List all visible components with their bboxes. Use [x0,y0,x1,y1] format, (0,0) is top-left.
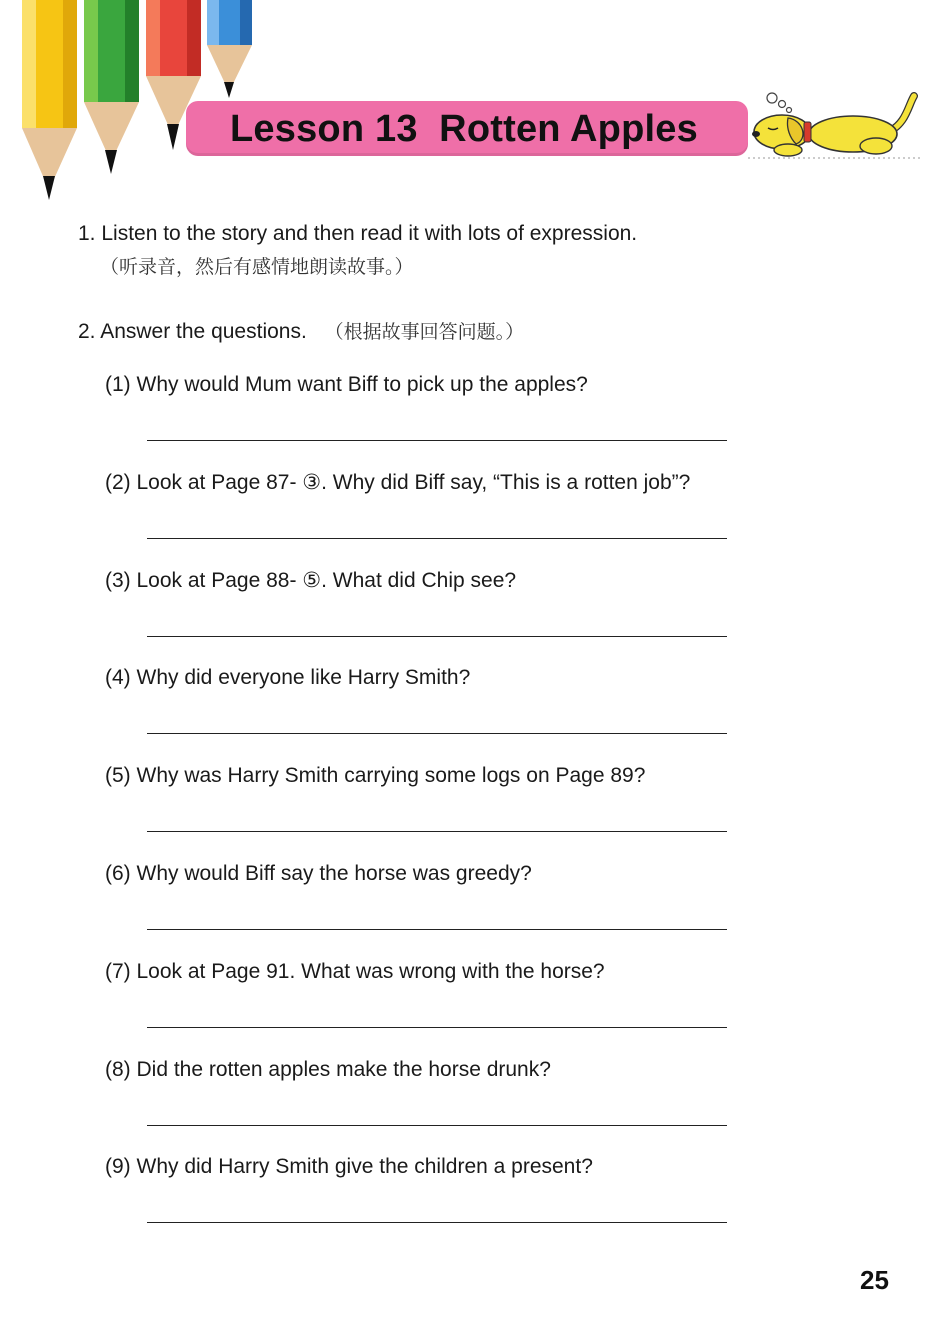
answer-line[interactable] [147,831,727,832]
answer-line[interactable] [147,1125,727,1126]
answer-line[interactable] [147,733,727,734]
question-item [105,1154,805,1252]
question-text: (2) Look at Page 87- ③. Why did Biff say, “This is a rotten job”? [105,470,691,494]
green-pencil [84,0,139,174]
question-list [105,372,805,1252]
question-text: (4) Why did everyone like Harry Smith? [105,666,471,690]
question-text: (1) Why would Mum want Biff to pick up the apples? [105,373,588,396]
question-item [105,763,805,861]
question-item [105,861,805,959]
instruction-1-chinese: （听录音，然后有感情地朗读故事。） [100,256,414,278]
question-text: (8) Did the rotten apples make the horse drunk? [105,1057,551,1081]
answer-line[interactable] [147,1222,727,1223]
question-item [105,665,805,763]
question-item [105,372,805,470]
answer-line[interactable] [147,1027,727,1028]
question-item [105,568,805,666]
answer-line[interactable] [147,636,727,637]
instruction-2-text: 2. Answer the questions. [78,320,307,343]
instruction-2-chinese: （根据故事回答问题。） [324,321,525,343]
question-item [105,959,805,1057]
blue-pencil [207,0,252,98]
yellow-pencil [22,0,77,200]
question-item [105,1057,805,1155]
instruction-1: 1. Listen to the story and then read it with lots of expression. [78,222,638,245]
instruction-2 [78,319,524,345]
title-banner [186,101,748,156]
question-text: (6) Why would Biff say the horse was greedy? [105,861,532,885]
question-text: (9) Why did Harry Smith give the children a present? [105,1155,593,1179]
page-number: 25 [860,1265,889,1295]
sleeping-dog-icon [748,88,920,162]
lesson-title: Lesson 13 Rotten Apples [230,108,698,150]
answer-line[interactable] [147,538,727,539]
question-text: (3) Look at Page 88- ⑤. What did Chip see? [105,568,517,592]
question-text: (5) Why was Harry Smith carrying some logs on Page 89? [105,764,646,788]
answer-line[interactable] [147,440,727,441]
answer-line[interactable] [147,929,727,930]
question-item [105,470,805,568]
question-text: (7) Look at Page 91. What was wrong with the horse? [105,959,605,983]
